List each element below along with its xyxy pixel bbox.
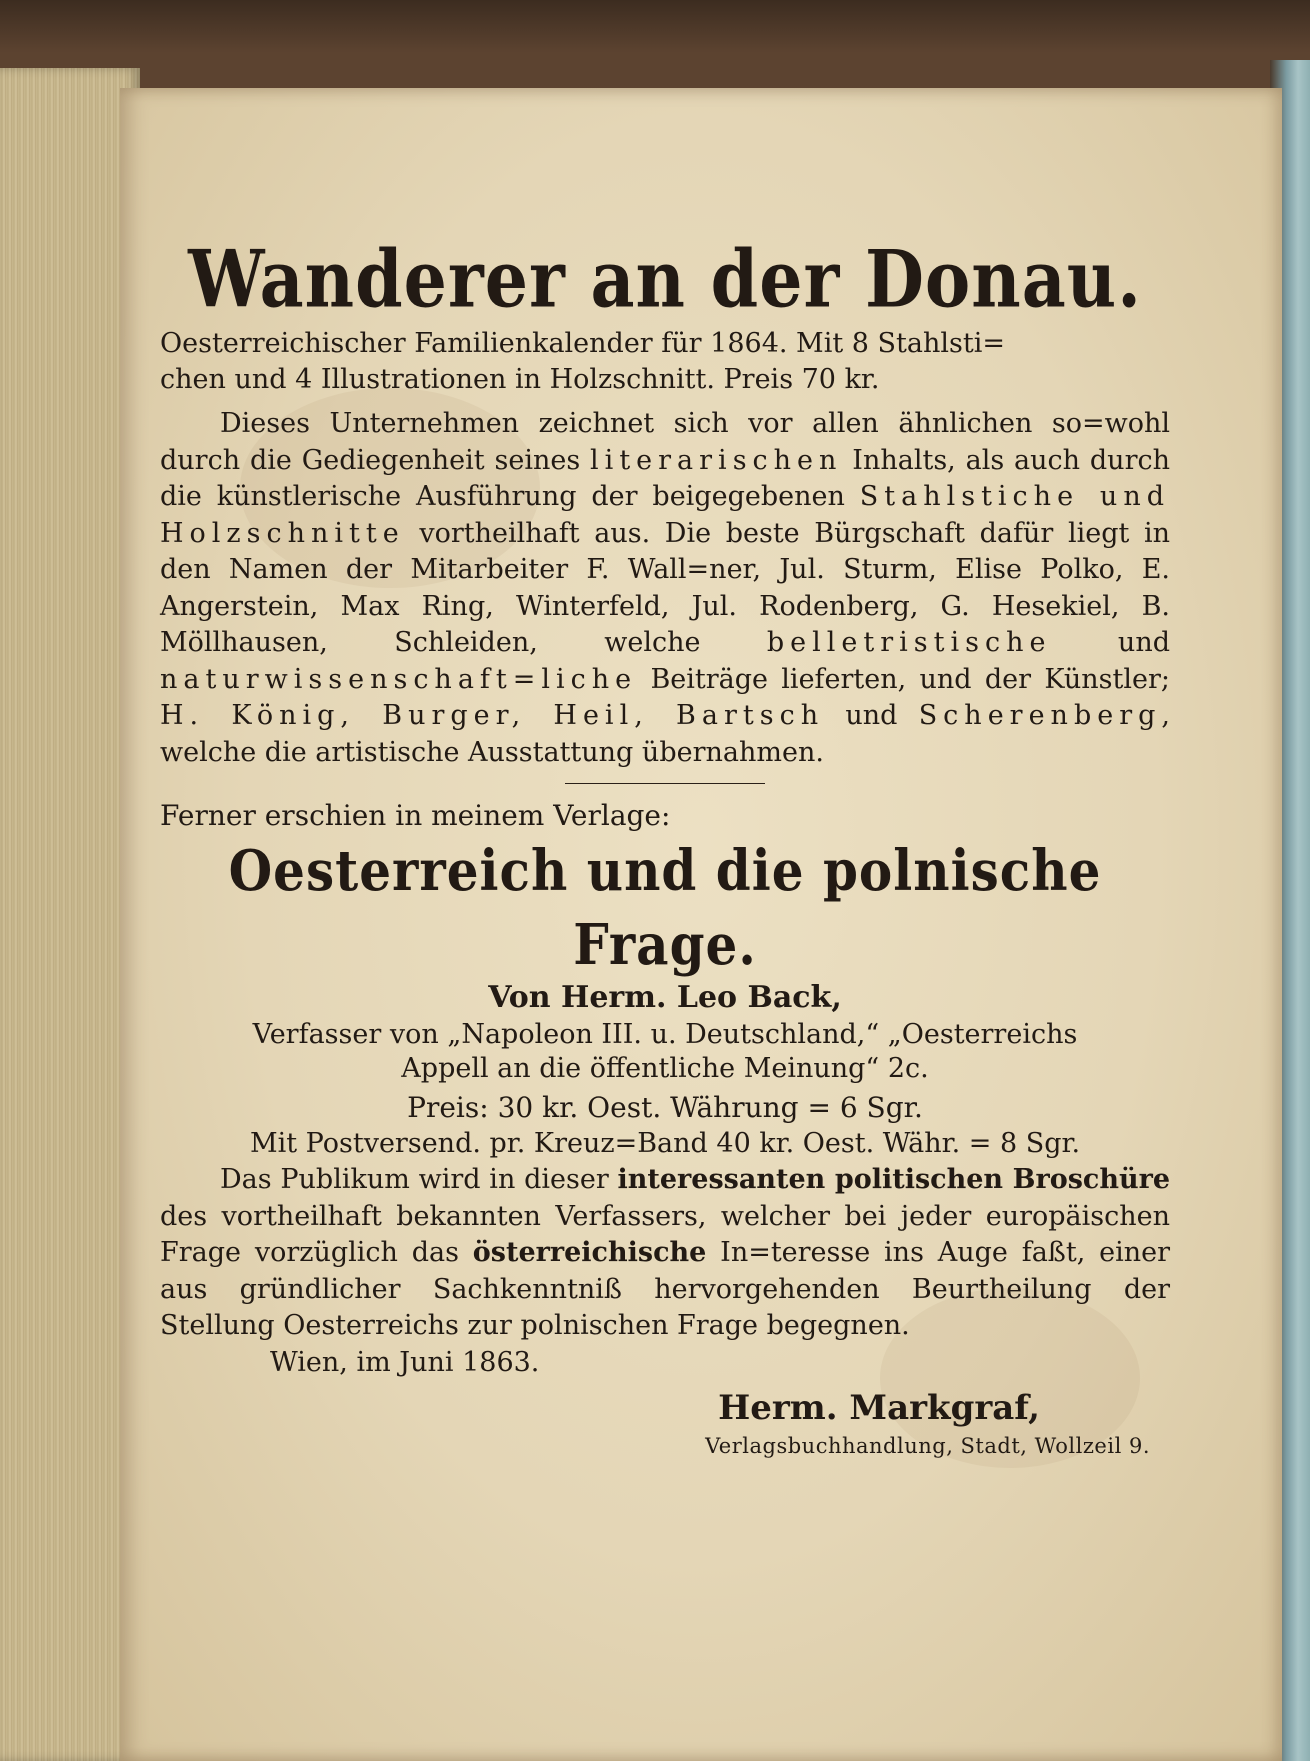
ad2-body-emphasis: interessanten politischen Broschüre — [617, 1164, 1171, 1195]
ad2-title: Oesterreich und die polnische Frage. — [228, 837, 1102, 978]
ad1-subtitle-line1: Oesterreichischer Familienkalender für 1864. Mit 8 Stahlsti= — [160, 328, 1005, 359]
ad1-title: Wanderer an der Donau. — [188, 234, 1142, 326]
ad2-date: Wien, im Juni 1863. — [270, 1346, 540, 1378]
ad1-subtitle — [160, 326, 1170, 398]
advertisement-oesterreich — [160, 796, 1170, 1461]
ad1-body-spaced-text: literarischen — [590, 444, 843, 476]
ad1-body-text: Inhalts, als auch durch die künstlerische Ausführung der beigegebenen — [160, 444, 1170, 512]
ad2-price: Preis: 30 kr. Oest. Währung = 6 Sgr. — [407, 1091, 923, 1124]
ad1-body-text: , welche die artistische Ausstattung übernahmen. — [160, 700, 1170, 768]
publisher-address: Verlagsbuchhandlung, Stadt, Wollzeil 9. — [705, 1433, 1150, 1458]
ad1-body — [160, 406, 1170, 771]
ad2-body-text: In=teresse ins Auge faßt, einer aus gründlicher Sachkenntniß hervorgehenden Beurtheilung der Stellung Oesterreichs zur polnischen Frage begegnen. — [160, 1237, 1170, 1341]
ad2-author-works-line2: Appell an die öffentliche Meinung“ 2c. — [401, 1053, 929, 1084]
ad2-body — [160, 1162, 1170, 1345]
ad1-body-text: Beiträge lieferten, und der Künstler; — [637, 663, 1170, 695]
ad1-body-text: und — [1051, 627, 1170, 658]
section-divider — [565, 783, 765, 784]
advertisement-wanderer — [160, 234, 1170, 771]
ad2-byline: Von Herm. Leo Back, — [488, 980, 842, 1015]
ad2-body-text: des vortheilhaft bekannten Verfassers, welcher bei jeder europäischen Frage vorzüglich das — [160, 1200, 1170, 1268]
ad1-body-spaced-text: H. König, Burger, Heil, Bartsch — [160, 700, 825, 731]
ad1-body-text: Dieses Unternehmen zeichnet sich vor allen ähnlichen so=wohl durch die Gediegenheit seines — [160, 408, 1170, 476]
ad2-price-postage: Mit Postversend. pr. Kreuz=Band 40 kr. Oest. Währ. = 8 Sgr. — [249, 1128, 1081, 1159]
ad1-body-spaced-text: belletristische — [766, 627, 1052, 658]
ad1-body-text: vortheilhaft aus. Die beste Bürgschaft dafür liegt in den Namen der Mitarbeiter F. Wall=ner, Jul. Sturm, Elise Polko, E. Angerstein, Max Ring, Winterfeld, Jul. Rodenberg, G. Hesekiel, B. Möllhausen, Schleiden, welche — [160, 517, 1170, 658]
ad1-body-spaced-text: naturwissenschaft=liche — [160, 663, 638, 695]
ad2-body-text: Das Publikum wird in dieser — [220, 1164, 618, 1195]
ad2-author-works — [160, 1018, 1170, 1086]
advertisement-page-content — [160, 234, 1171, 1461]
ad1-subtitle-line2: chen und 4 Illustrationen in Holzschnitt. Preis 70 kr. — [160, 364, 880, 395]
ad2-author-works-line1: Verfasser von „Napoleon III. u. Deutschland,“ „Oesterreichs — [252, 1019, 1078, 1050]
ad2-intro: Ferner erschien in meinem Verlage: — [160, 799, 671, 832]
ad1-body-spaced-text: Scherenberg — [918, 700, 1162, 731]
ad2-body-emphasis: österreichische — [472, 1237, 707, 1268]
page-edges — [0, 68, 140, 1761]
ad1-body-text: und — [824, 700, 919, 731]
ad1-body-spaced-text: Stahlstiche und Holzschnitte — [160, 481, 1170, 549]
publisher-signature: Herm. Markgraf, — [718, 1387, 1040, 1428]
